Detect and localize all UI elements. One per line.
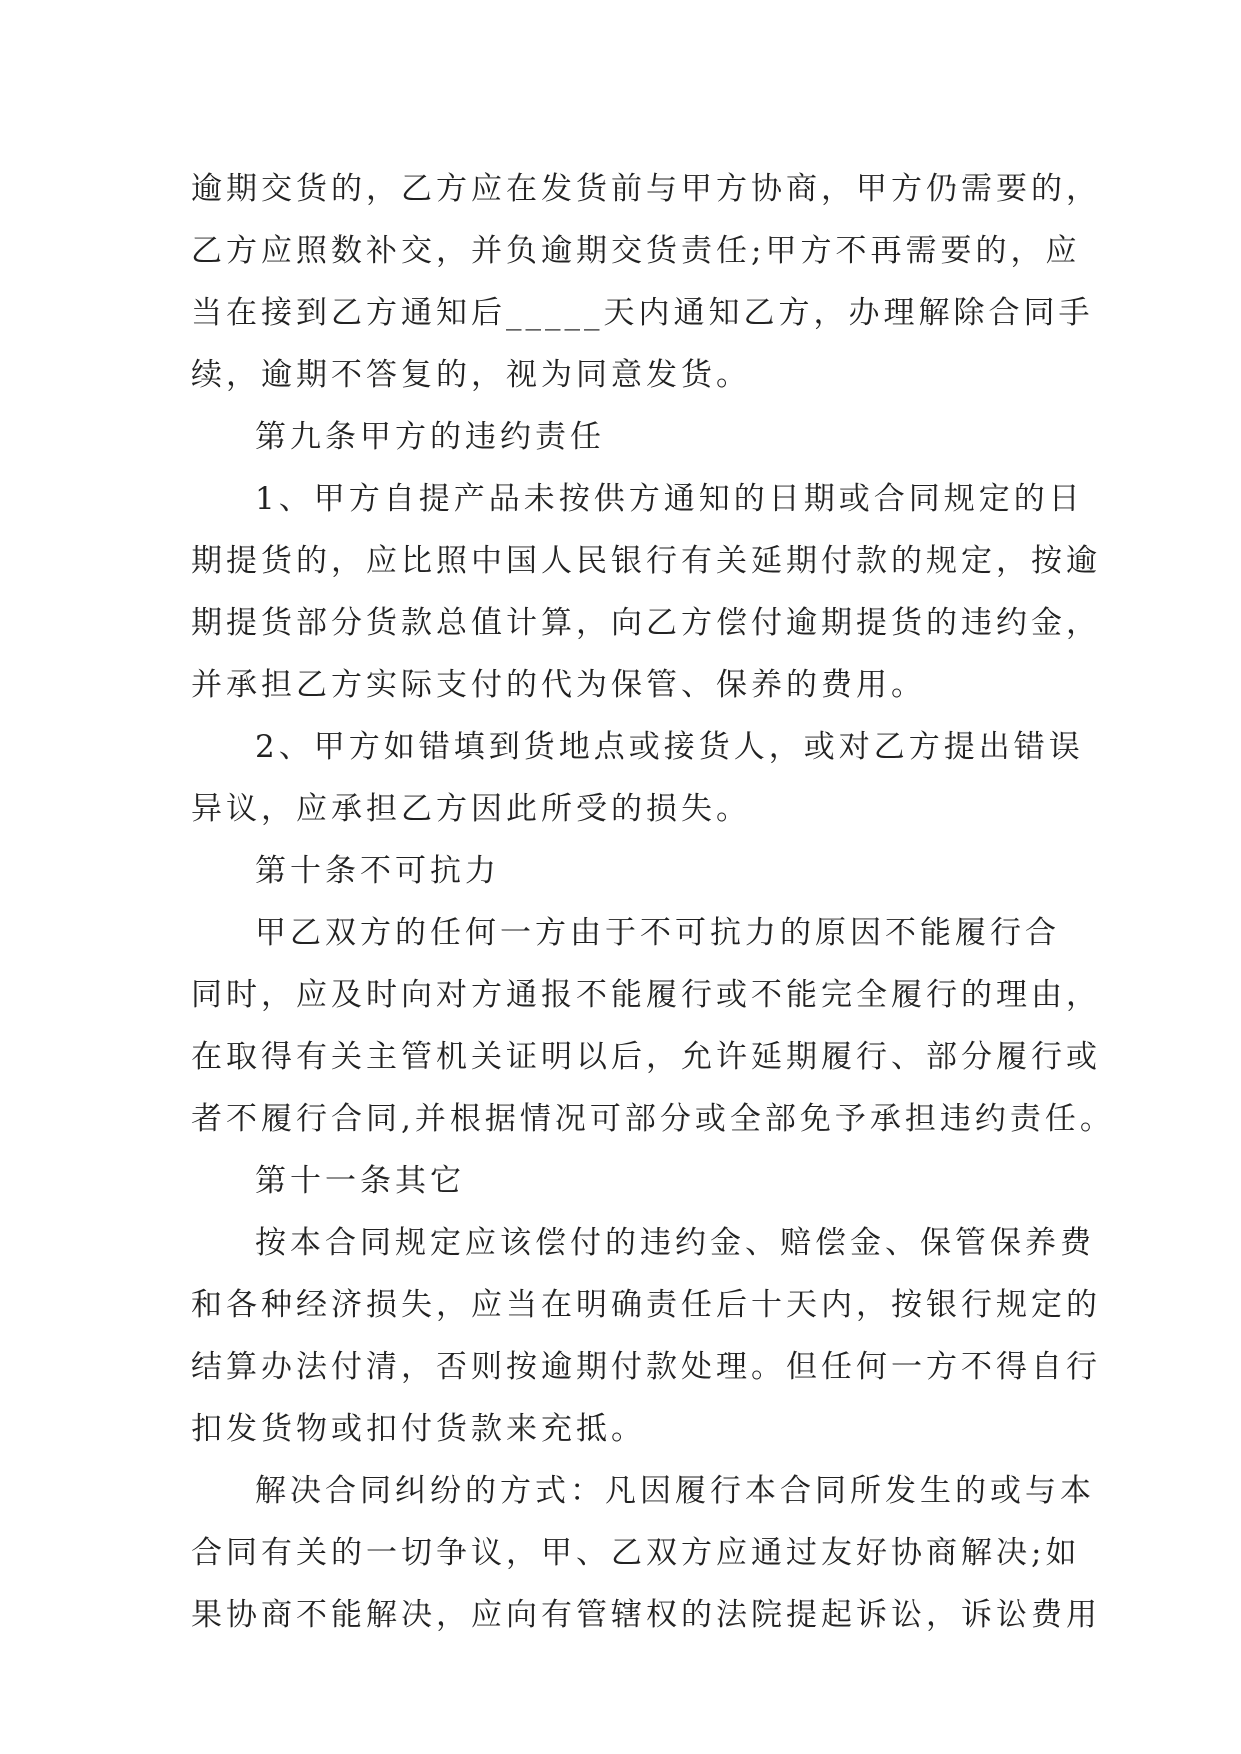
- text-line: 解决合同纠纷的方式：凡因履行本合同所发生的或与本: [255, 1473, 1095, 1509]
- section-heading: 第十条不可抗力: [255, 853, 500, 889]
- text-line: 期提货的，应比照中国人民银行有关延期付款的规定，按逾: [191, 543, 1101, 579]
- text-line: 续，逾期不答复的，视为同意发货。: [191, 357, 751, 393]
- text-line: 结算办法付清，否则按逾期付款处理。但任何一方不得自行: [191, 1349, 1101, 1385]
- text-line: 者不履行合同,并根据情况可部分或全部免予承担违约责任。: [191, 1101, 1115, 1137]
- text-line: 合同有关的一切争议，甲、乙双方应通过友好协商解决;如: [191, 1535, 1081, 1571]
- section-heading: 第九条甲方的违约责任: [255, 419, 605, 455]
- text-line: 2、甲方如错填到货地点或接货人，或对乙方提出错误: [255, 729, 1084, 765]
- text-line: 并承担乙方实际支付的代为保管、保养的费用。: [191, 667, 926, 703]
- text-line: 在取得有关主管机关证明以后，允许延期履行、部分履行或: [191, 1039, 1101, 1075]
- text-line: 按本合同规定应该偿付的违约金、赔偿金、保管保养费: [255, 1225, 1095, 1261]
- text-line: 扣发货物或扣付货款来充抵。: [191, 1411, 646, 1447]
- text-line: 和各种经济损失，应当在明确责任后十天内，按银行规定的: [191, 1287, 1101, 1323]
- text-line: 异议，应承担乙方因此所受的损失。: [191, 791, 751, 827]
- document-body: [191, 158, 1115, 1646]
- text-line: 期提货部分货款总值计算，向乙方偿付逾期提货的违约金，: [191, 605, 1101, 641]
- text-line: 当在接到乙方通知后_____天内通知乙方，办理解除合同手: [191, 295, 1094, 331]
- section-heading: 第十一条其它: [255, 1163, 465, 1199]
- text-line: 甲乙双方的任何一方由于不可抗力的原因不能履行合: [255, 915, 1060, 951]
- text-line: 果协商不能解决，应向有管辖权的法院提起诉讼，诉讼费用: [191, 1597, 1101, 1633]
- text-line: 同时，应及时向对方通报不能履行或不能完全履行的理由，: [191, 977, 1101, 1013]
- text-line: 乙方应照数补交，并负逾期交货责任;甲方不再需要的，应: [191, 233, 1081, 269]
- text-line: 逾期交货的，乙方应在发货前与甲方协商，甲方仍需要的，: [191, 171, 1101, 207]
- text-line: 1、甲方自提产品未按供方通知的日期或合同规定的日: [255, 481, 1084, 517]
